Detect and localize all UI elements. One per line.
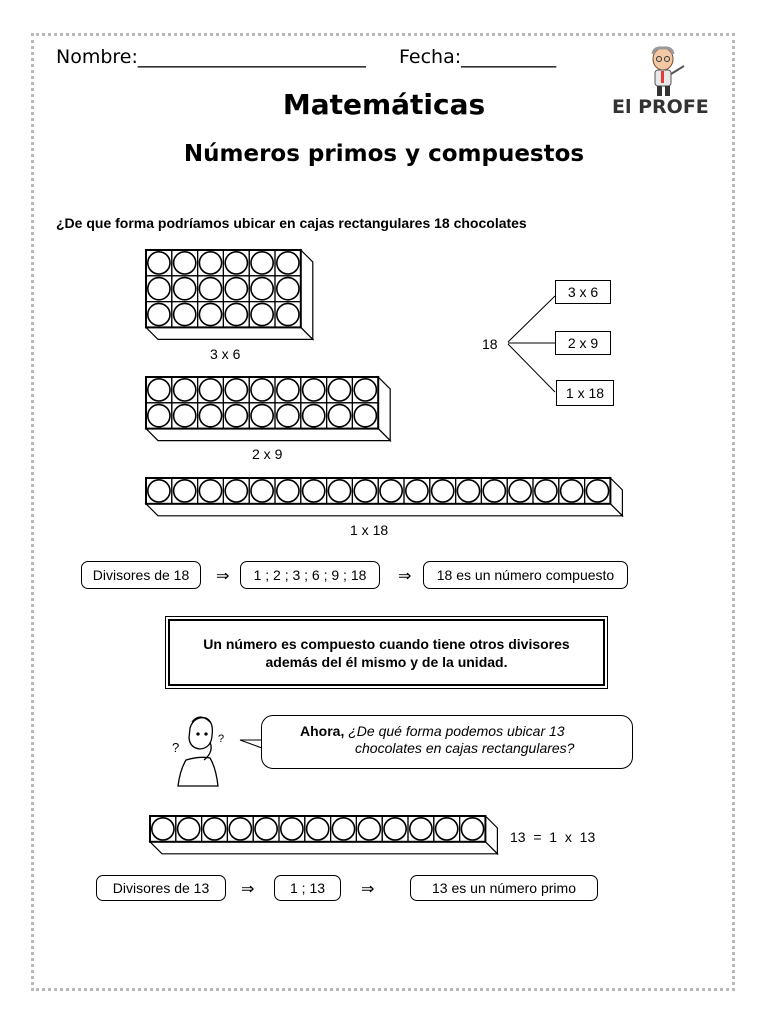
arrangement-3x6-label: 3 x 6: [210, 346, 241, 362]
speech-bubble: [261, 715, 633, 769]
tree-branch-1x18: 1 x 18: [556, 380, 614, 406]
divisors-13-result: 13 es un número primo: [410, 875, 598, 901]
bubble-line-2: chocolates en cajas rectangulares?: [355, 740, 575, 756]
arrow-icon: ⇒: [398, 568, 412, 585]
arrow-icon: ⇒: [216, 568, 230, 585]
bubble-line-1: ¿De qué forma podemos ubicar 13: [348, 723, 565, 739]
svg-text:?: ?: [218, 733, 225, 745]
equation-13: 13 = 1 x 13: [510, 829, 596, 845]
logo-text: El PROFE: [612, 96, 709, 118]
tree-root: 18: [482, 336, 498, 352]
bubble-lead: Ahora,: [300, 723, 345, 739]
question-text: ¿De que forma podríamos ubicar en cajas rectangulares 18 chocolates: [56, 215, 527, 231]
divisors-18-label: Divisores de 18: [81, 561, 201, 589]
date-blank: __________: [461, 46, 557, 68]
tree-branch-2x9: 2 x 9: [555, 331, 611, 355]
arrow-icon: ⇒: [361, 881, 375, 898]
name-label: Nombre:: [56, 46, 138, 68]
definition-line-1: Un número es compuesto cuando tiene otros divisores: [203, 635, 570, 652]
name-blank: ________________________: [137, 46, 366, 68]
tree-branch-3x6: 3 x 6: [555, 280, 611, 304]
divisors-13-label: Divisores de 13: [96, 875, 226, 901]
divisors-18-result: 18 es un número compuesto: [423, 561, 628, 589]
page-title: Matemáticas: [282, 88, 486, 121]
page-subtitle: Números primos y compuestos: [183, 141, 585, 167]
svg-text:?: ?: [172, 740, 180, 755]
divisors-13-list: 1 ; 13: [274, 875, 341, 901]
divisors-18-list: 1 ; 2 ; 3 ; 6 ; 9 ; 18: [240, 561, 380, 589]
arrow-icon: ⇒: [241, 881, 255, 898]
date-label: Fecha:: [399, 46, 462, 68]
arrangement-1x18-label: 1 x 18: [350, 522, 389, 538]
arrangement-2x9-label: 2 x 9: [252, 446, 283, 462]
definition-line-2: además del él mismo y de la unidad.: [265, 653, 508, 670]
